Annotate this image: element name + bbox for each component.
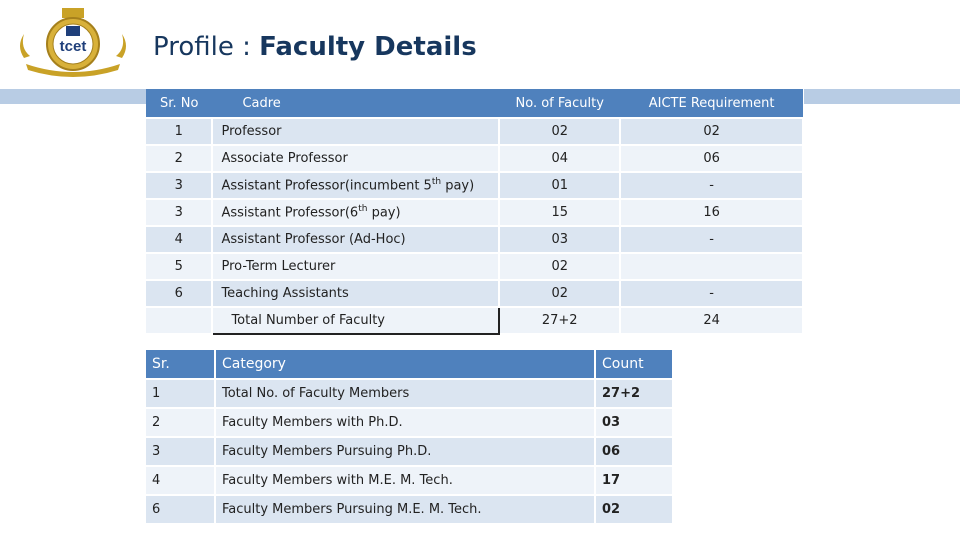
header-aicte-requirement: AICTE Requirement	[620, 89, 803, 118]
cell-sr: 5	[146, 253, 212, 280]
table-row	[146, 145, 803, 172]
header-count: Count	[595, 350, 673, 379]
cell-faculty: 03	[499, 226, 620, 253]
cell-aicte	[620, 253, 803, 280]
cell-sr: 3	[146, 199, 212, 226]
table-header-row	[146, 89, 803, 118]
table-header-row	[146, 350, 673, 379]
header-category: Category	[215, 350, 595, 379]
header-bar-right	[804, 89, 960, 104]
tcet-logo	[14, 6, 132, 82]
cell-category: Total No. of Faculty Members	[215, 379, 595, 408]
cell-aicte: 02	[620, 118, 803, 145]
table-row	[146, 253, 803, 280]
table-row	[146, 280, 803, 307]
header-sr: Sr.	[146, 350, 215, 379]
cell-aicte: -	[620, 226, 803, 253]
cell-category: Faculty Members Pursuing Ph.D.	[215, 437, 595, 466]
cell-sr: 2	[146, 408, 215, 437]
cell-cadre: Assistant Professor (Ad-Hoc)	[212, 226, 499, 253]
cell-aicte: -	[620, 172, 803, 199]
cell-category: Faculty Members with Ph.D.	[215, 408, 595, 437]
table-row	[146, 466, 673, 495]
header-sr-no: Sr. No	[146, 89, 212, 118]
cell-count: 03	[595, 408, 673, 437]
cell-empty	[146, 307, 212, 334]
total-faculty: 27+2	[499, 307, 620, 334]
cell-count: 27+2	[595, 379, 673, 408]
cell-cadre: Assistant Professor(6th pay)	[212, 199, 499, 226]
table-row	[146, 172, 803, 199]
cell-aicte: -	[620, 280, 803, 307]
cell-sr: 3	[146, 172, 212, 199]
cell-count: 17	[595, 466, 673, 495]
total-label: Total Number of Faculty	[212, 307, 499, 334]
cell-category: Faculty Members Pursuing M.E. M. Tech.	[215, 495, 595, 524]
cell-sr: 4	[146, 466, 215, 495]
table-row	[146, 379, 673, 408]
table-row	[146, 408, 673, 437]
cell-faculty: 02	[499, 118, 620, 145]
cadre-table	[146, 89, 804, 335]
header-no-of-faculty: No. of Faculty	[499, 89, 620, 118]
cell-count: 02	[595, 495, 673, 524]
cell-sr: 6	[146, 495, 215, 524]
cell-faculty: 02	[499, 253, 620, 280]
cell-sr: 1	[146, 118, 212, 145]
cell-sr: 1	[146, 379, 215, 408]
cell-sr: 6	[146, 280, 212, 307]
cell-faculty: 15	[499, 199, 620, 226]
table-row	[146, 495, 673, 524]
cell-cadre: Teaching Assistants	[212, 280, 499, 307]
cell-cadre: Pro-Term Lecturer	[212, 253, 499, 280]
table-row	[146, 199, 803, 226]
cell-faculty: 02	[499, 280, 620, 307]
category-table	[146, 350, 674, 525]
cell-faculty: 04	[499, 145, 620, 172]
table-row	[146, 118, 803, 145]
cell-cadre: Professor	[212, 118, 499, 145]
cell-faculty: 01	[499, 172, 620, 199]
header-cadre: Cadre	[212, 89, 499, 118]
cell-sr: 3	[146, 437, 215, 466]
table-row	[146, 437, 673, 466]
total-aicte: 24	[620, 307, 803, 334]
cell-cadre: Associate Professor	[212, 145, 499, 172]
total-row	[146, 307, 803, 334]
cell-cadre: Assistant Professor(incumbent 5th pay)	[212, 172, 499, 199]
cell-category: Faculty Members with M.E. M. Tech.	[215, 466, 595, 495]
cell-count: 06	[595, 437, 673, 466]
table-row	[146, 226, 803, 253]
page-title: Profile : Faculty Details	[153, 32, 477, 62]
header-bar-left	[0, 89, 146, 104]
cell-aicte: 06	[620, 145, 803, 172]
svg-text:tcet: tcet	[59, 38, 87, 55]
cell-aicte: 16	[620, 199, 803, 226]
cell-sr: 4	[146, 226, 212, 253]
cell-sr: 2	[146, 145, 212, 172]
